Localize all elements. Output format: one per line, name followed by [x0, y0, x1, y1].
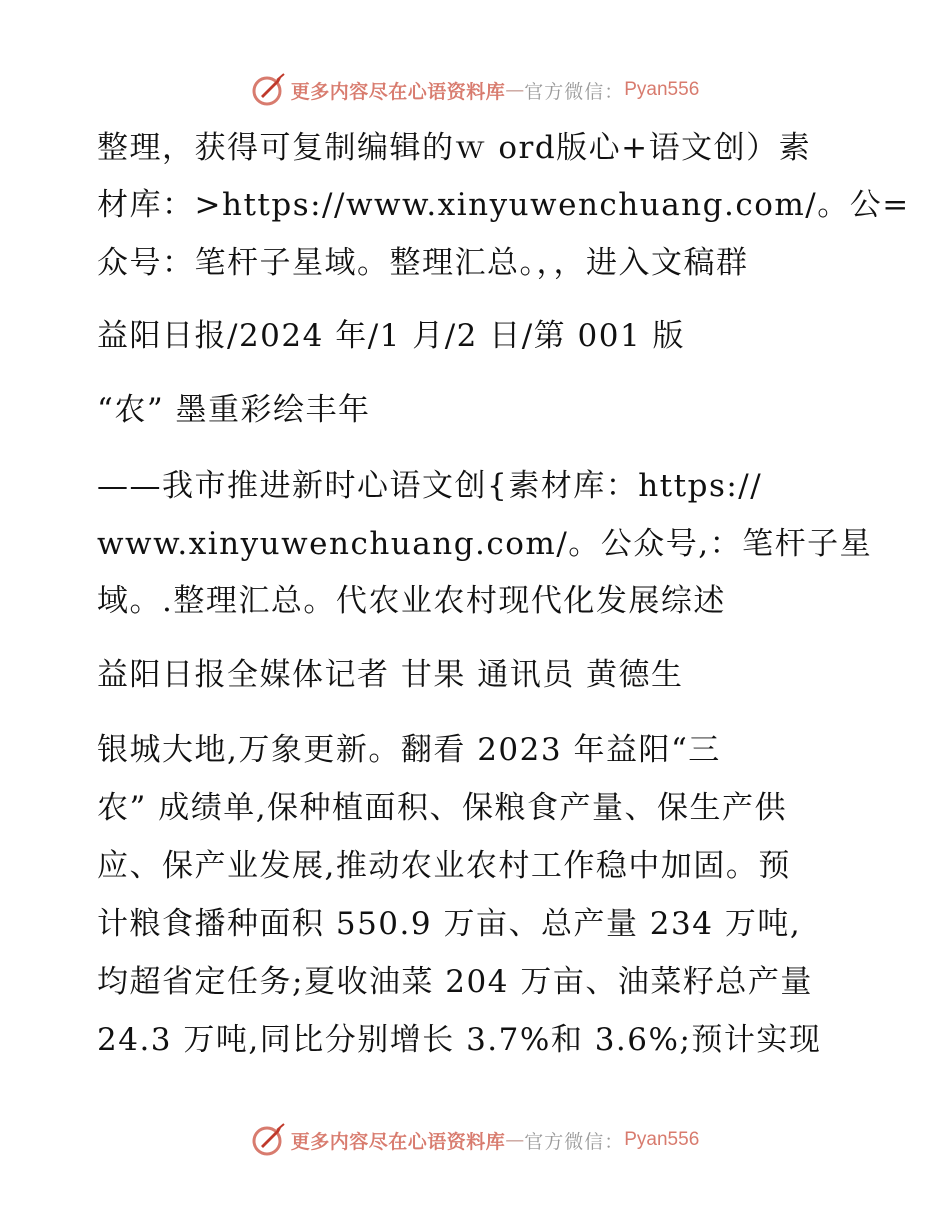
issue-line: 益阳日报/2024 年/1 月/2 日/第 001 版 — [97, 318, 686, 354]
watermark-separator: — — [505, 79, 525, 101]
paragraph-line-1: 银城大地,万象更新。翻看 2023 年益阳“三 — [97, 732, 721, 768]
watermark-wechat-id: Pyan556 — [624, 79, 700, 100]
watermark-wechat-id: Pyan556 — [624, 1129, 700, 1150]
paragraph-line-2: 农” 成绩单,保种植面积、保粮食产量、保生产供 — [97, 790, 788, 826]
body-line-3: 众号：笔杆子星域。整理汇总。，，进入文稿群 — [97, 245, 749, 281]
body-line-1: 整理，获得可复制编辑的ｗ ord版心+语文创）素 — [97, 130, 812, 166]
watermark-label: 官方微信： — [524, 80, 625, 103]
header-watermark — [0, 70, 950, 110]
subtitle-line-2: www.xinyuwenchuang.com/。公众号,：笔杆子星 — [97, 526, 873, 562]
body-line-2: 材库：>https://www.xinyuwenchuang.com/。公= — [97, 187, 910, 223]
quill-logo-icon — [251, 1122, 287, 1158]
paragraph-line-5: 均超省定任务;夏收油菜 204 万亩、油菜籽总产量 — [97, 964, 813, 1000]
footer-watermark — [0, 1120, 950, 1160]
subtitle-line-3: 域。.整理汇总。代农业农村现代化发展综述 — [97, 583, 726, 619]
byline: 益阳日报全媒体记者 甘果 通讯员 黄德生 — [97, 657, 684, 693]
paragraph-line-3: 应、保产业发展,推动农业农村工作稳中加固。预 — [97, 848, 791, 884]
watermark-brand: 更多内容尽在心语资料库 — [290, 1130, 506, 1153]
watermark-separator: — — [505, 1129, 525, 1151]
paragraph-line-6: 24.3 万吨,同比分别增长 3.7%和 3.6%;预计实现 — [97, 1022, 822, 1058]
subtitle-line-1: ——我市推进新时心语文创{素材库：https:// — [97, 468, 763, 504]
quill-logo-icon — [251, 72, 287, 108]
watermark-label: 官方微信： — [524, 1130, 625, 1153]
paragraph-line-4: 计粮食播种面积 550.9 万亩、总产量 234 万吨, — [97, 906, 802, 942]
article-title: “农” 墨重彩绘丰年 — [97, 392, 371, 428]
watermark-brand: 更多内容尽在心语资料库 — [290, 80, 506, 103]
